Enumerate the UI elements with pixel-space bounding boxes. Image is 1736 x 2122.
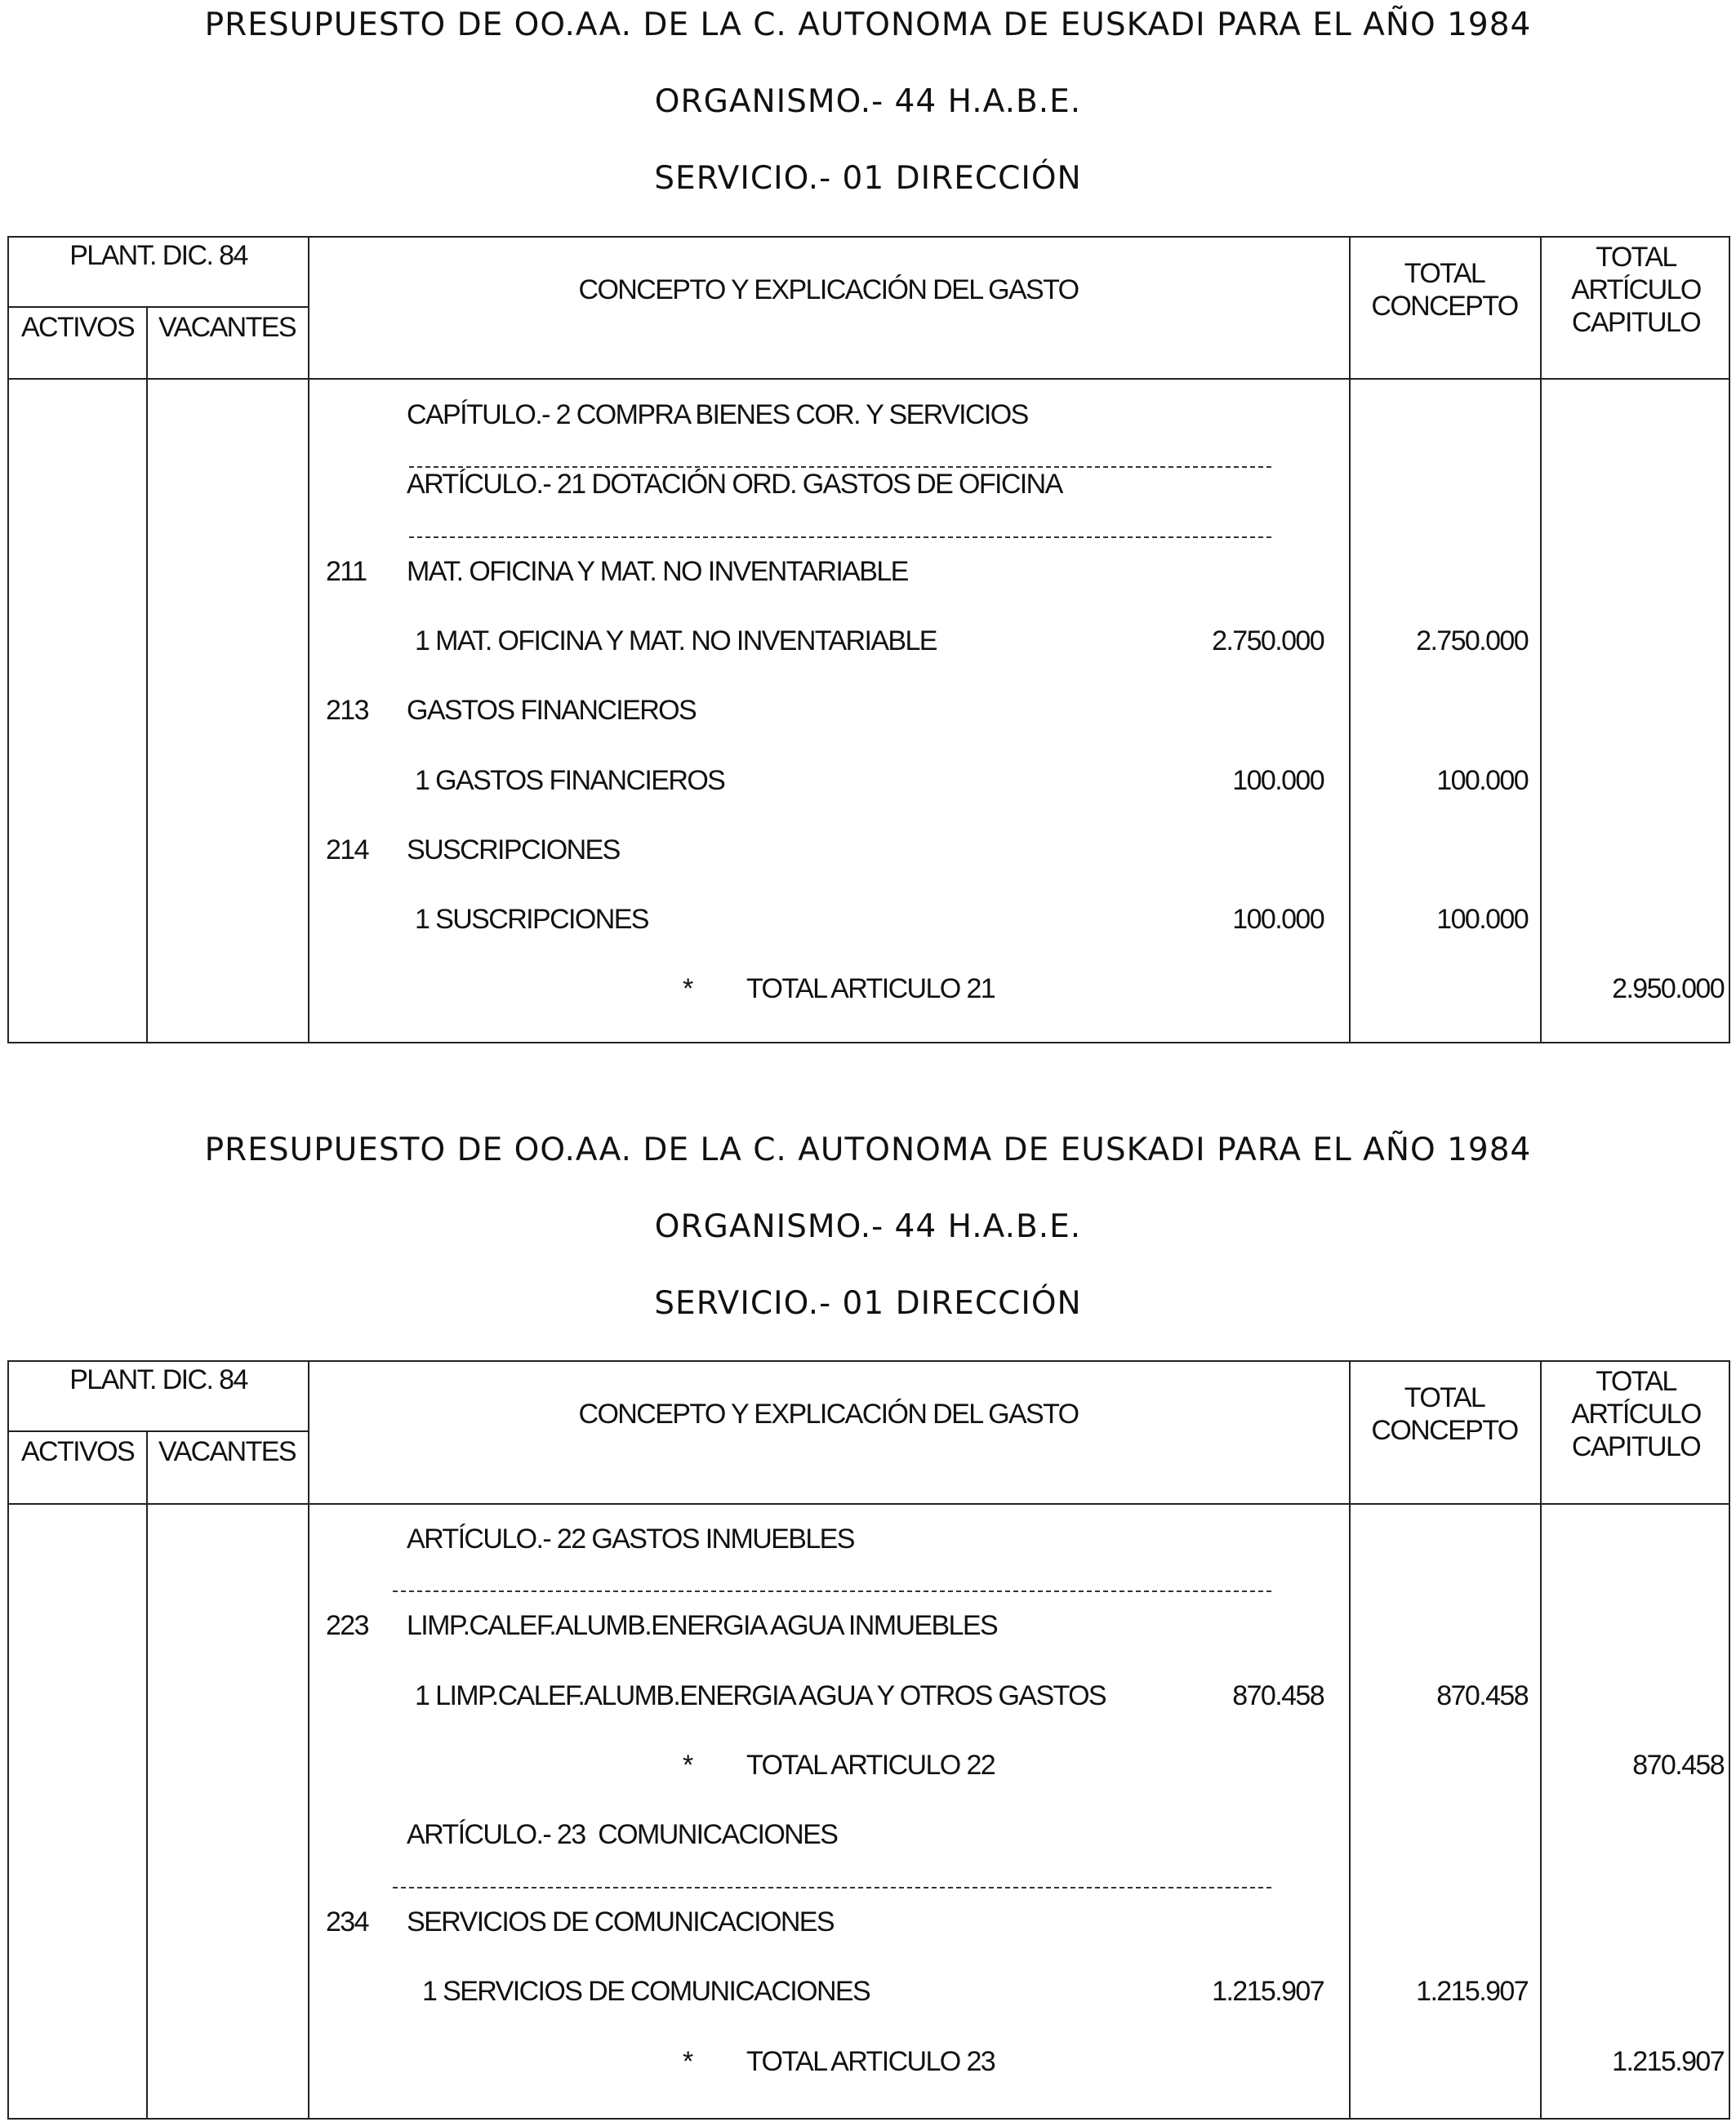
col-vacantes-header: VACANTES bbox=[158, 312, 296, 343]
col-concepto-header: CONCEPTO Y EXPLICACIÓN DEL GASTO bbox=[578, 274, 1079, 305]
column-divider bbox=[1540, 238, 1542, 1042]
col-total-articulo-header: ARTÍCULO bbox=[1571, 274, 1701, 305]
subconcept-label: 1 SUSCRIPCIONES bbox=[415, 904, 648, 935]
column-divider bbox=[146, 1430, 148, 2118]
subconcept-amount: 1.215.907 bbox=[1212, 1976, 1324, 2007]
col-plant-header: PLANT. DIC. 84 bbox=[69, 1364, 247, 1395]
column-divider bbox=[146, 306, 148, 1042]
total-concepto-value: 100.000 bbox=[1436, 904, 1528, 935]
total-articulo-value: 870.458 bbox=[1632, 1750, 1724, 1781]
concept-label: GASTOS FINANCIEROS bbox=[407, 695, 697, 726]
concept-label: MAT. OFICINA Y MAT. NO INVENTARIABLE bbox=[407, 556, 908, 587]
total-articulo-label: TOTAL ARTICULO 21 bbox=[746, 973, 995, 1004]
dashed-separator bbox=[393, 1590, 1271, 1592]
col-total-concepto-header: CONCEPTO bbox=[1371, 1415, 1518, 1446]
col-activos-header: ACTIVOS bbox=[20, 1436, 135, 1467]
organismo-heading: ORGANISMO.- 44 H.A.B.E. bbox=[654, 1208, 1082, 1245]
capitulo-heading: CAPÍTULO.- 2 COMPRA BIENES COR. Y SERVICIOS bbox=[407, 399, 1028, 430]
column-divider bbox=[308, 238, 309, 1042]
col-total-articulo-header: TOTAL bbox=[1596, 1366, 1676, 1397]
total-articulo-label: TOTAL ARTICULO 23 bbox=[746, 2046, 995, 2077]
organismo-heading: ORGANISMO.- 44 H.A.B.E. bbox=[654, 83, 1082, 120]
subconcept-amount: 100.000 bbox=[1232, 904, 1324, 935]
articulo-heading: ARTÍCULO.- 21 DOTACIÓN ORD. GASTOS DE OFICINA bbox=[407, 469, 1062, 500]
total-concepto-value: 870.458 bbox=[1436, 1680, 1528, 1711]
total-articulo-value: 2.950.000 bbox=[1612, 973, 1724, 1004]
total-articulo-value: 1.215.907 bbox=[1612, 2046, 1724, 2077]
concept-code: 211 bbox=[326, 556, 367, 587]
subconcept-label: 1 SERVICIOS DE COMUNICACIONES bbox=[422, 1976, 870, 2007]
subconcept-label: 1 MAT. OFICINA Y MAT. NO INVENTARIABLE bbox=[415, 625, 937, 656]
concept-label: SERVICIOS DE COMUNICACIONES bbox=[407, 1906, 834, 1937]
col-plant-header: PLANT. DIC. 84 bbox=[69, 240, 247, 271]
total-concepto-value: 100.000 bbox=[1436, 765, 1528, 796]
subconcept-label: 1 LIMP.CALEF.ALUMB.ENERGIA AGUA Y OTROS GASTOS bbox=[415, 1680, 1106, 1711]
concept-code: 234 bbox=[326, 1906, 368, 1937]
header-divider bbox=[9, 1430, 308, 1432]
col-vacantes-header: VACANTES bbox=[158, 1436, 296, 1467]
col-total-articulo-header: CAPITULO bbox=[1571, 307, 1701, 338]
header-bottom-rule bbox=[9, 1503, 1729, 1505]
document-title: PRESUPUESTO DE OO.AA. DE LA C. AUTONOMA DE EUSKADI PARA EL AÑO 1984 bbox=[204, 1132, 1532, 1168]
header-bottom-rule bbox=[9, 378, 1729, 380]
concept-code: 214 bbox=[326, 834, 368, 865]
dashed-separator bbox=[409, 536, 1271, 538]
col-total-articulo-header: CAPITULO bbox=[1571, 1431, 1701, 1462]
column-divider bbox=[308, 1362, 309, 2118]
document-title: PRESUPUESTO DE OO.AA. DE LA C. AUTONOMA DE EUSKADI PARA EL AÑO 1984 bbox=[204, 7, 1532, 43]
col-concepto-header: CONCEPTO Y EXPLICACIÓN DEL GASTO bbox=[578, 1399, 1079, 1430]
budget-table-2 bbox=[7, 1360, 1730, 2120]
budget-table-1 bbox=[7, 236, 1730, 1043]
total-star: * bbox=[683, 2046, 692, 2077]
dashed-separator bbox=[393, 1887, 1271, 1888]
col-total-concepto-header: CONCEPTO bbox=[1371, 291, 1518, 322]
subconcept-label: 1 GASTOS FINANCIEROS bbox=[415, 765, 725, 796]
total-star: * bbox=[683, 1750, 692, 1781]
column-divider bbox=[1540, 1362, 1542, 2118]
col-total-articulo-header: TOTAL bbox=[1596, 242, 1676, 273]
concept-label: LIMP.CALEF.ALUMB.ENERGIA AGUA INMUEBLES bbox=[407, 1610, 998, 1641]
articulo-heading: ARTÍCULO.- 22 GASTOS INMUEBLES bbox=[407, 1524, 854, 1555]
concept-label: SUSCRIPCIONES bbox=[407, 834, 620, 865]
subconcept-amount: 870.458 bbox=[1232, 1680, 1324, 1711]
total-articulo-label: TOTAL ARTICULO 22 bbox=[746, 1750, 995, 1781]
concept-code: 213 bbox=[326, 695, 368, 726]
col-total-concepto-header: TOTAL bbox=[1404, 1382, 1485, 1413]
subconcept-amount: 100.000 bbox=[1232, 765, 1324, 796]
col-activos-header: ACTIVOS bbox=[20, 312, 135, 343]
servicio-heading: SERVICIO.- 01 DIRECCIÓN bbox=[654, 160, 1082, 197]
col-total-concepto-header: TOTAL bbox=[1404, 258, 1485, 289]
total-concepto-value: 2.750.000 bbox=[1416, 625, 1528, 656]
articulo-heading: ARTÍCULO.- 23 COMUNICACIONES bbox=[407, 1819, 838, 1850]
servicio-heading: SERVICIO.- 01 DIRECCIÓN bbox=[654, 1285, 1082, 1322]
concept-code: 223 bbox=[326, 1610, 368, 1641]
subconcept-amount: 2.750.000 bbox=[1212, 625, 1324, 656]
header-divider bbox=[9, 306, 308, 308]
total-star: * bbox=[683, 973, 692, 1004]
col-total-articulo-header: ARTÍCULO bbox=[1571, 1399, 1701, 1430]
total-concepto-value: 1.215.907 bbox=[1416, 1976, 1528, 2007]
